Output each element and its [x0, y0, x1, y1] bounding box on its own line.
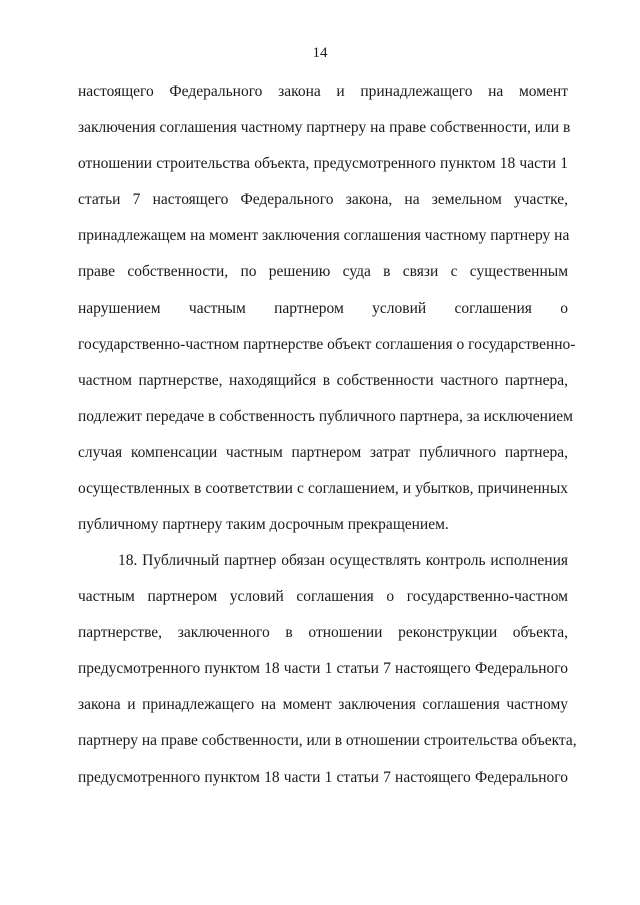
page-number: 14: [312, 45, 328, 61]
text-line: государственно-частном партнерстве объект соглашения о государственно-: [78, 335, 576, 353]
paragraph-continuation: [78, 74, 576, 543]
text-line: отношении строительства объекта, предусмотренного пунктом 18 части 1: [78, 155, 568, 173]
text-line: принадлежащем на момент заключения соглашения частному партнеру на: [78, 227, 570, 245]
text-line: частном партнерстве, находящийся в собственности частного партнера,: [78, 371, 568, 389]
text-line: заключения соглашения частному партнеру на праве собственности, или в: [78, 119, 571, 137]
text-line: случая компенсации частным партнером затрат публичного партнера,: [78, 443, 568, 461]
text-line: статьи 7 настоящего Федерального закона, на земельном участке,: [78, 191, 568, 209]
text-line: осуществленных в соответствии с соглашением, и убытков, причиненных: [78, 480, 568, 498]
text-line: партнеру на праве собственности, или в отношении строительства объекта,: [78, 732, 577, 750]
text-line: нарушением частным партнером условий соглашения о: [78, 299, 568, 317]
text-line: партнерстве, заключенного в отношении реконструкции объекта,: [78, 624, 568, 642]
text-line: закона и принадлежащего на момент заключения соглашения частному: [78, 696, 568, 714]
text-line: частным партнером условий соглашения о государственно-частном: [78, 588, 568, 606]
paragraph-18: [78, 543, 577, 796]
text-line: подлежит передаче в собственность публичного партнера, за исключением: [78, 407, 573, 425]
text-line: предусмотренного пунктом 18 части 1 статьи 7 настоящего Федерального: [78, 768, 568, 786]
text-line: праве собственности, по решению суда в связи с существенным: [78, 263, 568, 281]
text-line: 18. Публичный партнер обязан осуществлять контроль исполнения: [118, 552, 568, 569]
text-line: настоящего Федерального закона и принадлежащего на момент: [78, 83, 568, 100]
text-line: публичному партнеру таким досрочным прекращением.: [78, 516, 449, 534]
text-line: предусмотренного пунктом 18 части 1 статьи 7 настоящего Федерального: [78, 660, 568, 678]
